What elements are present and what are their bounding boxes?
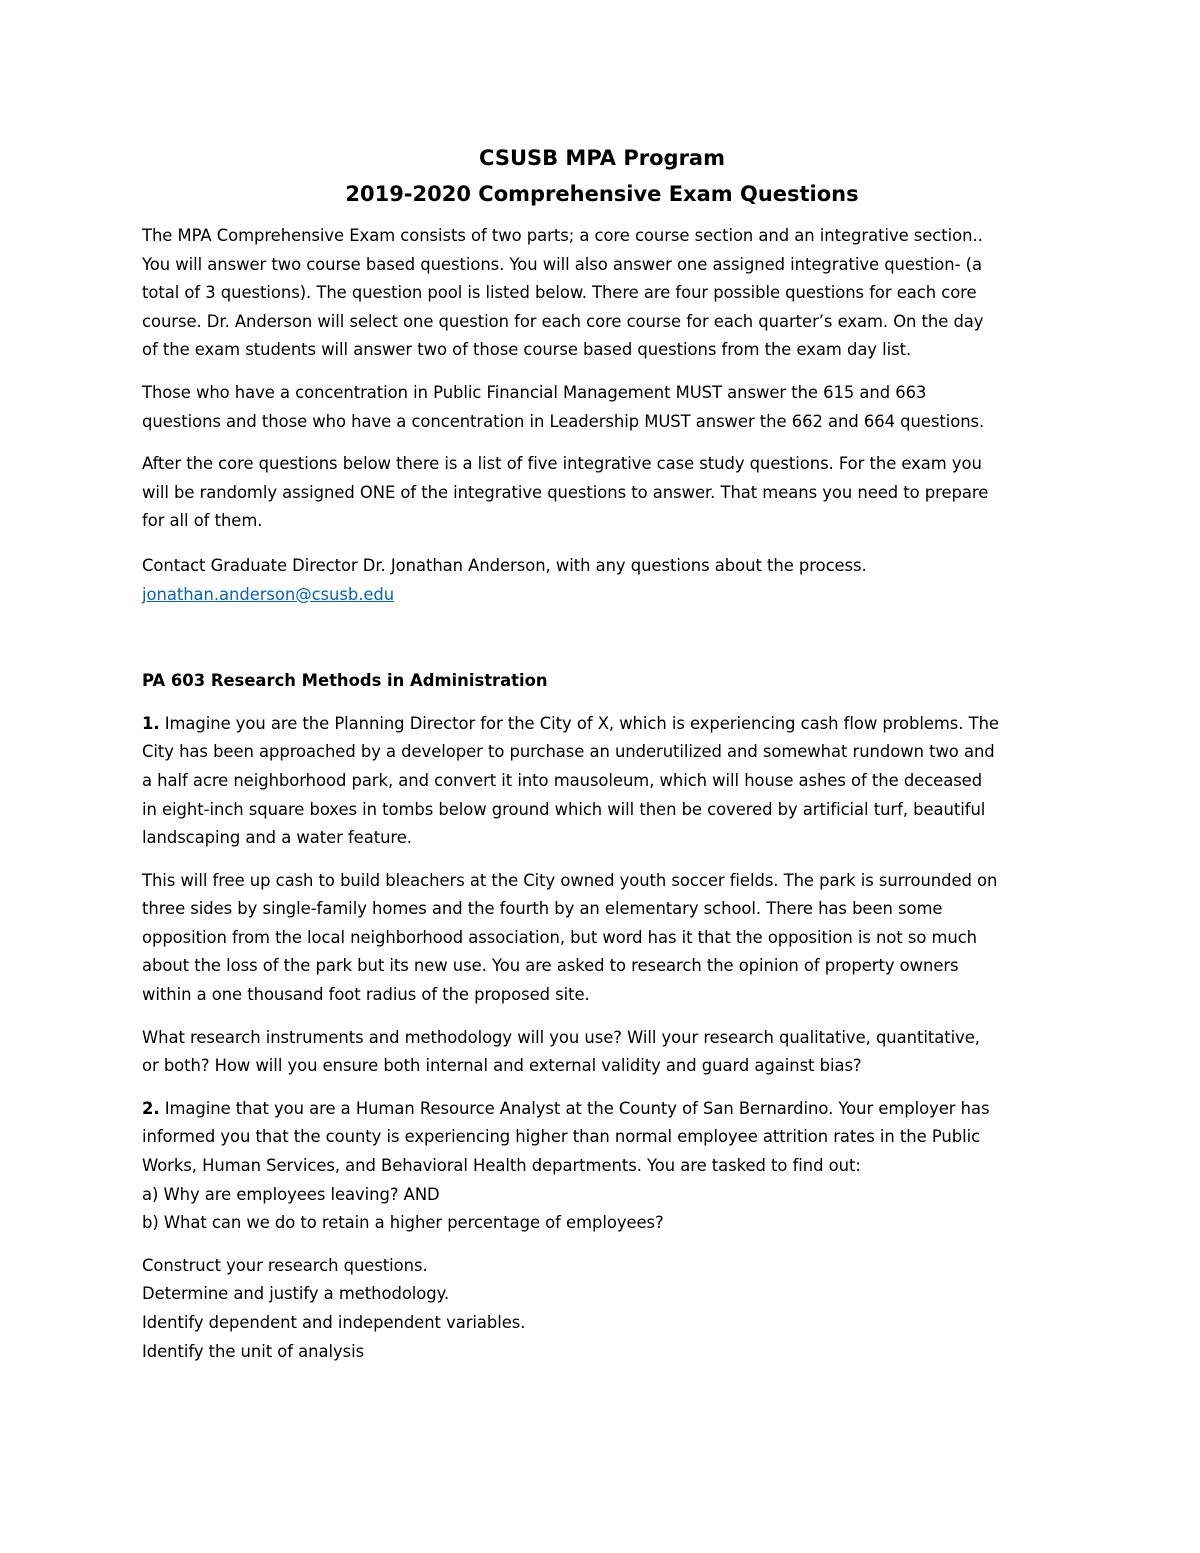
text-line: Works, Human Services, and Behavioral Health departments. You are tasked to find out: xyxy=(142,1156,861,1176)
q2-paragraph-2 xyxy=(142,1252,1062,1366)
section-heading: PA 603 Research Methods in Administration xyxy=(142,671,548,691)
question-number: 1. xyxy=(142,713,160,733)
text-line: will be randomly assigned ONE of the integrative questions to answer. That means you need to prepare xyxy=(142,482,989,502)
text-line: Construct your research questions. xyxy=(142,1255,428,1275)
text-line: This will free up cash to build bleachers at the City owned youth soccer fields. The park is surrounded on xyxy=(142,870,998,890)
spacer xyxy=(142,623,1062,667)
text-line: landscaping and a water feature. xyxy=(142,828,412,848)
program-title: CSUSB MPA Program xyxy=(479,146,725,170)
q1-paragraph-1 xyxy=(142,710,1062,853)
text-line: Identify dependent and independent variables. xyxy=(142,1313,526,1332)
text-line: a) Why are employees leaving? AND xyxy=(142,1184,440,1204)
title-block xyxy=(142,140,1062,212)
text-line: b) What can we do to retain a higher percentage of employees? xyxy=(142,1213,664,1233)
exam-title: 2019-2020 Comprehensive Exam Questions xyxy=(345,182,859,206)
text-line: about the loss of the park but its new use. You are asked to research the opinion of property owners xyxy=(142,956,959,976)
text-line: or both? How will you ensure both internal and external validity and guard against bias? xyxy=(142,1056,862,1076)
intro-paragraph-2 xyxy=(142,379,1062,436)
text-line: informed you that the county is experiencing higher than normal employee attrition rates in the Public xyxy=(142,1127,981,1147)
contact-text: Contact Graduate Director Dr. Jonathan Anderson, with any questions about the process. xyxy=(142,555,867,575)
q1-paragraph-2 xyxy=(142,867,1062,1010)
intro-paragraph-1 xyxy=(142,222,1062,365)
text-line: Those who have a concentration in Public Financial Management MUST answer the 615 and 663 xyxy=(142,382,927,402)
contact-email-link[interactable]: jonathan.anderson@csusb.edu xyxy=(142,584,395,604)
text-fragment: Imagine that you are a Human Resource Analyst at the County of San Bernardino. Your employer has xyxy=(159,1098,990,1118)
contact-paragraph xyxy=(142,552,1062,609)
text-line: of the exam students will answer two of those course based questions from the exam day list. xyxy=(142,340,912,360)
q2-paragraph-1 xyxy=(142,1095,1062,1238)
question-number: 2. xyxy=(142,1098,160,1118)
text-line: three sides by single-family homes and the fourth by an elementary school. There has been some xyxy=(142,899,943,919)
text-fragment: Imagine you are the Planning Director for the City of X, which is experiencing cash flow problems. The xyxy=(159,713,999,733)
text-line: for all of them. xyxy=(142,511,263,531)
text-line: Determine and justify a methodology. xyxy=(142,1284,450,1304)
text-line: total of 3 questions). The question pool is listed below. There are four possible questions for each core xyxy=(142,283,977,303)
text-line: questions and those who have a concentration in Leadership MUST answer the 662 and 664 questions. xyxy=(142,411,985,431)
document-page xyxy=(142,140,1062,1380)
text-line: in eight-inch square boxes in tombs below ground which will then be covered by artificial turf, beautiful xyxy=(142,799,986,819)
intro-paragraph-3 xyxy=(142,450,1062,536)
text-line: After the core questions below there is a list of five integrative case study questions. For the exam you xyxy=(142,454,982,474)
text-line: City has been approached by a developer to purchase an underutilized and somewhat rundown two and xyxy=(142,742,995,762)
text-line: course. Dr. Anderson will select one question for each core course for each quarter’s exam. On the day xyxy=(142,311,984,331)
text-line: a half acre neighborhood park, and convert it into mausoleum, which will house ashes of the deceased xyxy=(142,770,983,790)
text-line xyxy=(142,1095,1062,1124)
text-line: within a one thousand foot radius of the proposed site. xyxy=(142,985,590,1005)
text-line: The MPA Comprehensive Exam consists of two parts; a core course section and an integrative section.. xyxy=(142,226,983,245)
text-line: What research instruments and methodology will you use? Will your research qualitative, quantitative, xyxy=(142,1027,980,1047)
text-line xyxy=(142,710,1062,739)
text-line: opposition from the local neighborhood association, but word has it that the opposition is not so much xyxy=(142,927,978,947)
text-line: Identify the unit of analysis xyxy=(142,1341,365,1361)
q1-paragraph-3 xyxy=(142,1024,1062,1081)
text-line: You will answer two course based questions. You will also answer one assigned integrative question- (a xyxy=(142,254,982,274)
